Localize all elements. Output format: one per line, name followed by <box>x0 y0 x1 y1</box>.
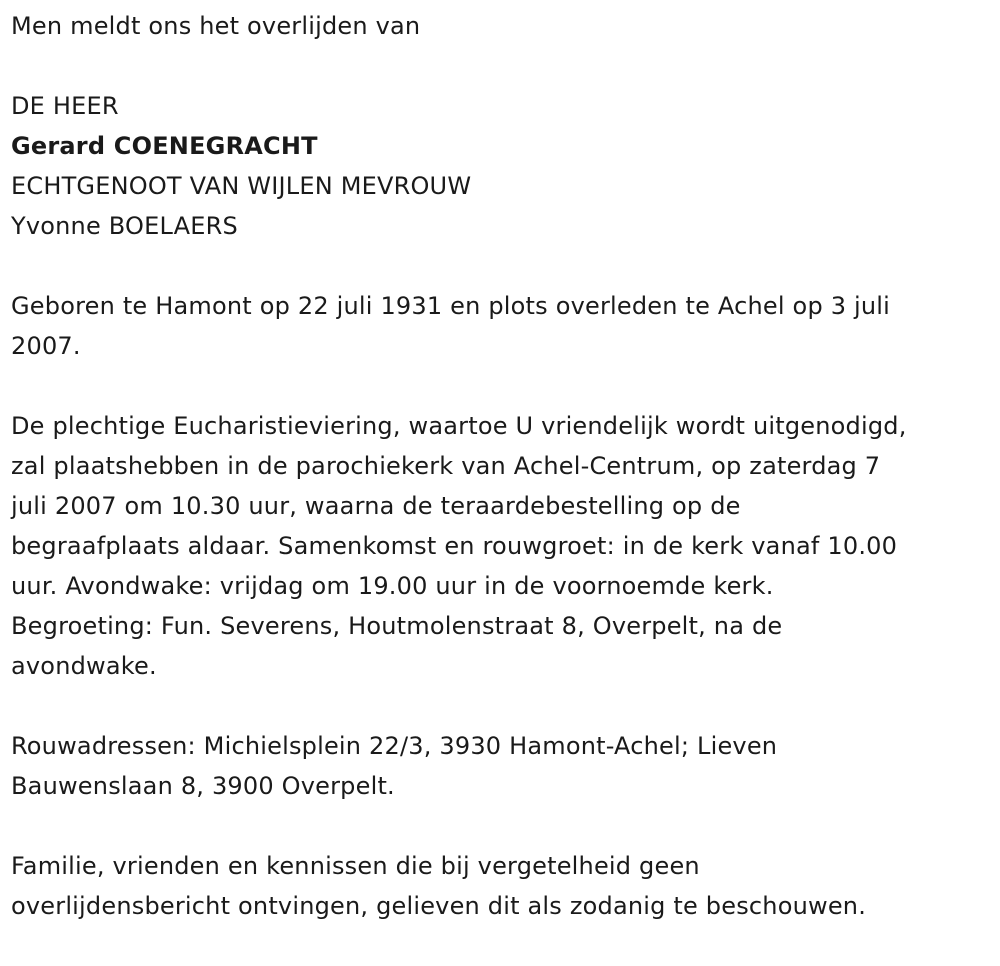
paragraph-line: De plechtige Eucharistieviering, waartoe U vriendelijk wordt uitgenodigd, <box>11 412 907 440</box>
paragraph-line: juli 2007 om 10.30 uur, waarna de teraardebestelling op de <box>11 492 741 520</box>
honorific-title: DE HEER <box>11 92 119 120</box>
closing-paragraph <box>11 846 1000 926</box>
paragraph-line: Bauwenslaan 8, 3900 Overpelt. <box>11 772 395 800</box>
paragraph-line: Geboren te Hamont op 22 juli 1931 en plots overleden te Achel op 3 juli <box>11 292 891 320</box>
intro-text: Men meldt ons het overlijden van <box>11 12 421 40</box>
spouse-name: Yvonne BOELAERS <box>11 212 238 240</box>
deceased-name: Gerard COENEGRACHT <box>11 132 318 160</box>
ceremony-paragraph <box>11 406 1000 686</box>
paragraph-line: zal plaatshebben in de parochiekerk van Achel-Centrum, op zaterdag 7 <box>11 452 881 480</box>
addresses-paragraph <box>11 726 1000 806</box>
spacer <box>11 806 1000 846</box>
paragraph-line: avondwake. <box>11 652 157 680</box>
spouse-label: ECHTGENOOT VAN WIJLEN MEVROUW <box>11 172 472 200</box>
spacer <box>11 686 1000 726</box>
spacer <box>11 46 1000 86</box>
spacer <box>11 246 1000 286</box>
paragraph-line: 2007. <box>11 332 81 360</box>
paragraph-line: Familie, vrienden en kennissen die bij vergetelheid geen <box>11 852 700 880</box>
spacer <box>11 366 1000 406</box>
birth-paragraph <box>11 286 1000 366</box>
paragraph-line: Rouwadressen: Michielsplein 22/3, 3930 Hamont-Achel; Lieven <box>11 732 778 760</box>
paragraph-line: begraafplaats aldaar. Samenkomst en rouwgroet: in de kerk vanaf 10.00 <box>11 532 898 560</box>
paragraph-line: Begroeting: Fun. Severens, Houtmolenstraat 8, Overpelt, na de <box>11 612 783 640</box>
paragraph-line: uur. Avondwake: vrijdag om 19.00 uur in de voornoemde kerk. <box>11 572 774 600</box>
paragraph-line: overlijdensbericht ontvingen, gelieven dit als zodanig te beschouwen. <box>11 892 867 920</box>
